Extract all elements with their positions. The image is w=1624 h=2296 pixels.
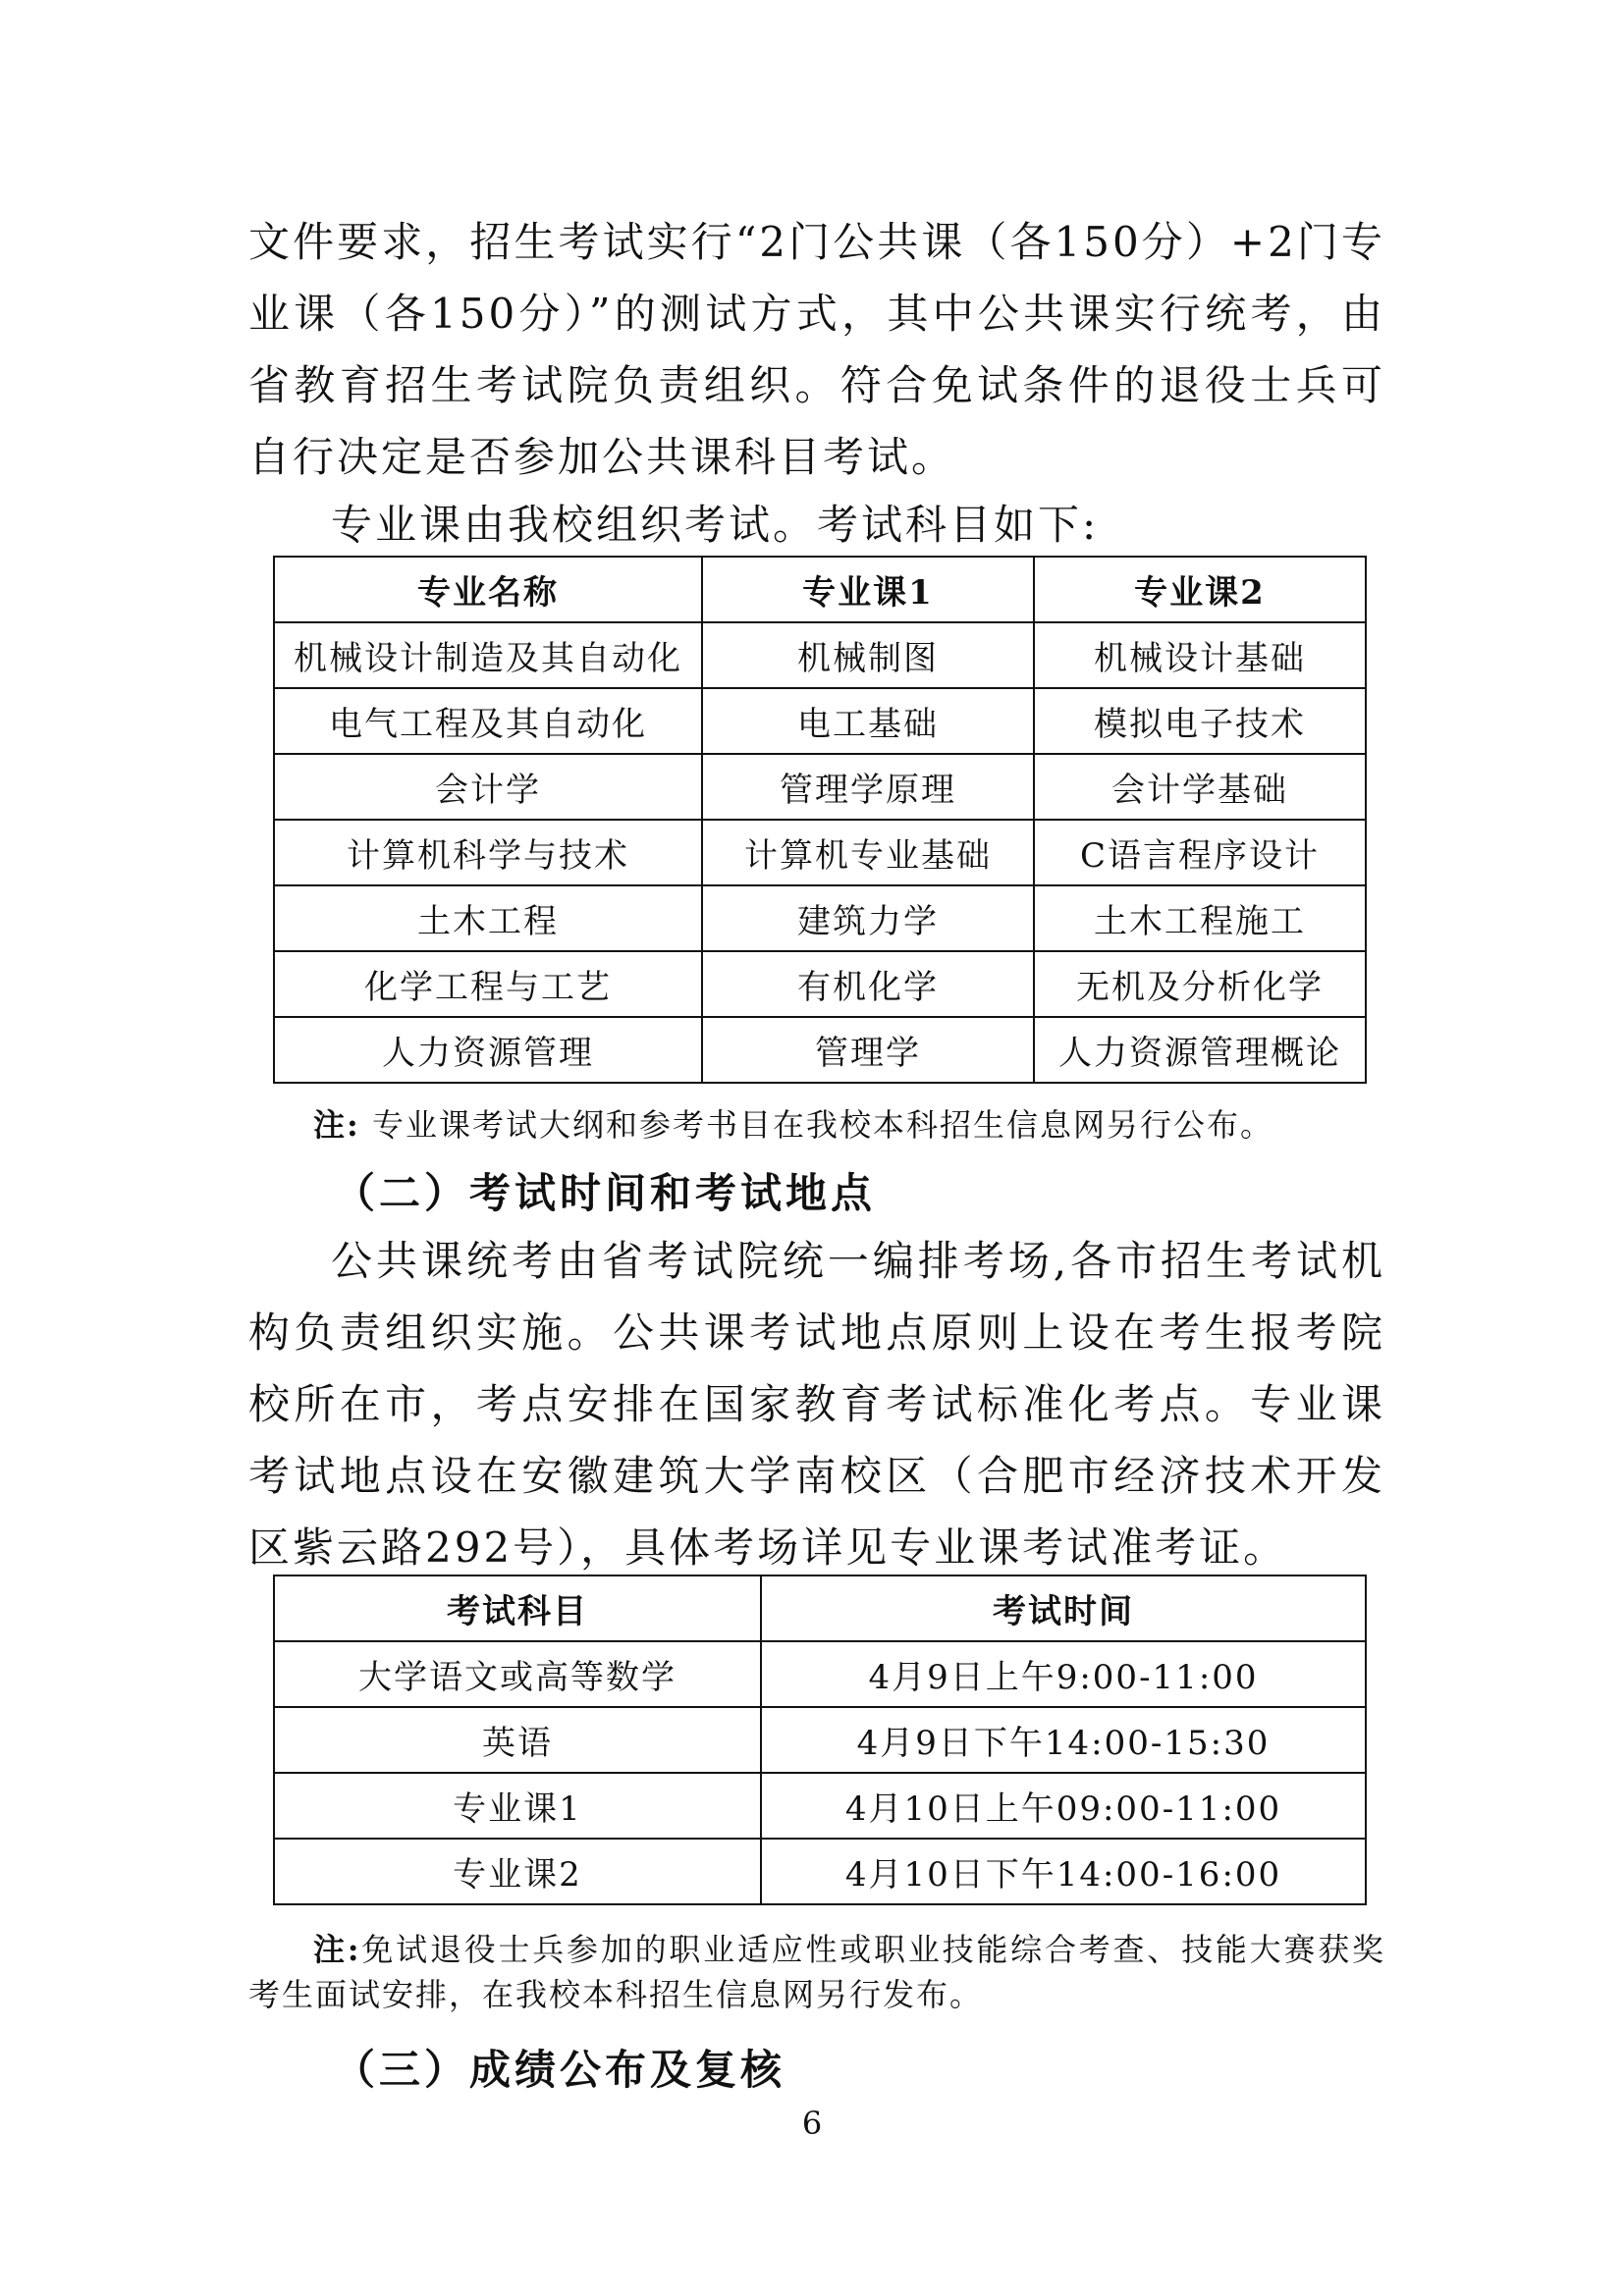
note-label: 注: xyxy=(313,1931,361,1968)
exam-time-cell: 4月10日下午14:00-16:00 xyxy=(761,1839,1366,1904)
table-row xyxy=(274,951,1366,1017)
table-row xyxy=(274,622,1366,688)
header-course-1: 专业课1 xyxy=(702,557,1034,622)
exam-time-cell: 4月9日上午9:00-11:00 xyxy=(761,1641,1366,1707)
table-row xyxy=(274,1773,1366,1839)
exam-subjects-intro: 专业课由我校组织考试。考试科目如下: xyxy=(331,501,1100,549)
course-2-cell: 人力资源管理概论 xyxy=(1034,1017,1366,1083)
section-heading-exam-time-place: （二）考试时间和考试地点 xyxy=(334,1169,877,1217)
table-row xyxy=(274,754,1366,820)
course-2-cell: 无机及分析化学 xyxy=(1034,951,1366,1017)
table-header-row xyxy=(274,557,1366,622)
exam-subject-cell: 英语 xyxy=(274,1707,761,1773)
major-name-cell: 人力资源管理 xyxy=(274,1017,702,1083)
schedule-note xyxy=(248,1927,1385,2017)
table-row xyxy=(274,1707,1366,1773)
majors-table xyxy=(273,556,1367,1084)
note-text: 免试退役士兵参加的职业适应性或职业技能综合考查、技能大赛获奖考生面试安排，在我校本科招生信息网另行发布。 xyxy=(248,1931,1385,2013)
exam-subject-cell: 大学语文或高等数学 xyxy=(274,1641,761,1707)
major-name-cell: 机械设计制造及其自动化 xyxy=(274,622,702,688)
note-text: 专业课考试大纲和参考书目在我校本科招生信息网另行公布。 xyxy=(359,1106,1274,1144)
exam-subject-cell: 专业课1 xyxy=(274,1773,761,1839)
note-label: 注: xyxy=(313,1106,360,1144)
major-name-cell: 会计学 xyxy=(274,754,702,820)
schedule-table xyxy=(273,1575,1367,1905)
table-header-row xyxy=(274,1575,1366,1641)
page-number: 6 xyxy=(801,2105,823,2142)
major-name-cell: 土木工程 xyxy=(274,885,702,951)
section-heading-score-release: （三）成绩公布及复核 xyxy=(334,2046,786,2094)
course-1-cell: 机械制图 xyxy=(702,622,1034,688)
course-1-cell: 管理学 xyxy=(702,1017,1034,1083)
header-course-2: 专业课2 xyxy=(1034,557,1366,622)
intro-paragraph: 文件要求，招生考试实行“2门公共课（各150分）+2门专业课（各150分）”的测试方式，其中公共课实行统考，由省教育招生考试院负责组织。符合免试条件的退役士兵可自行决定是否参加公共课科目考试。 xyxy=(248,218,1385,481)
course-1-cell: 管理学原理 xyxy=(702,754,1034,820)
majors-note xyxy=(248,1103,1385,1147)
course-2-cell: 机械设计基础 xyxy=(1034,622,1366,688)
major-name-cell: 计算机科学与技术 xyxy=(274,820,702,885)
exam-location-paragraph: 公共课统考由省考试院统一编排考场,各市招生考试机构负责组织实施。公共课考试地点原则上设在考生报考院校所在市，考点安排在国家教育考试标准化考点。专业课考试地点设在安徽建筑大学南校区（合肥市经济技术开发区紫云路292号），具体考场详见专业课考试准考证。 xyxy=(248,1237,1385,1572)
major-name-cell: 电气工程及其自动化 xyxy=(274,688,702,754)
exam-time-cell: 4月9日下午14:00-15:30 xyxy=(761,1707,1366,1773)
course-2-cell: C语言程序设计 xyxy=(1034,820,1366,885)
exam-time-cell: 4月10日上午09:00-11:00 xyxy=(761,1773,1366,1839)
course-1-cell: 建筑力学 xyxy=(702,885,1034,951)
course-2-cell: 土木工程施工 xyxy=(1034,885,1366,951)
header-exam-time: 考试时间 xyxy=(761,1575,1366,1641)
course-1-cell: 电工基础 xyxy=(702,688,1034,754)
course-2-cell: 会计学基础 xyxy=(1034,754,1366,820)
table-row xyxy=(274,885,1366,951)
table-row xyxy=(274,1641,1366,1707)
table-row xyxy=(274,820,1366,885)
course-1-cell: 计算机专业基础 xyxy=(702,820,1034,885)
course-1-cell: 有机化学 xyxy=(702,951,1034,1017)
table-row xyxy=(274,1839,1366,1904)
header-major-name: 专业名称 xyxy=(274,557,702,622)
table-row xyxy=(274,688,1366,754)
header-exam-subject: 考试科目 xyxy=(274,1575,761,1641)
exam-subject-cell: 专业课2 xyxy=(274,1839,761,1904)
major-name-cell: 化学工程与工艺 xyxy=(274,951,702,1017)
table-row xyxy=(274,1017,1366,1083)
course-2-cell: 模拟电子技术 xyxy=(1034,688,1366,754)
